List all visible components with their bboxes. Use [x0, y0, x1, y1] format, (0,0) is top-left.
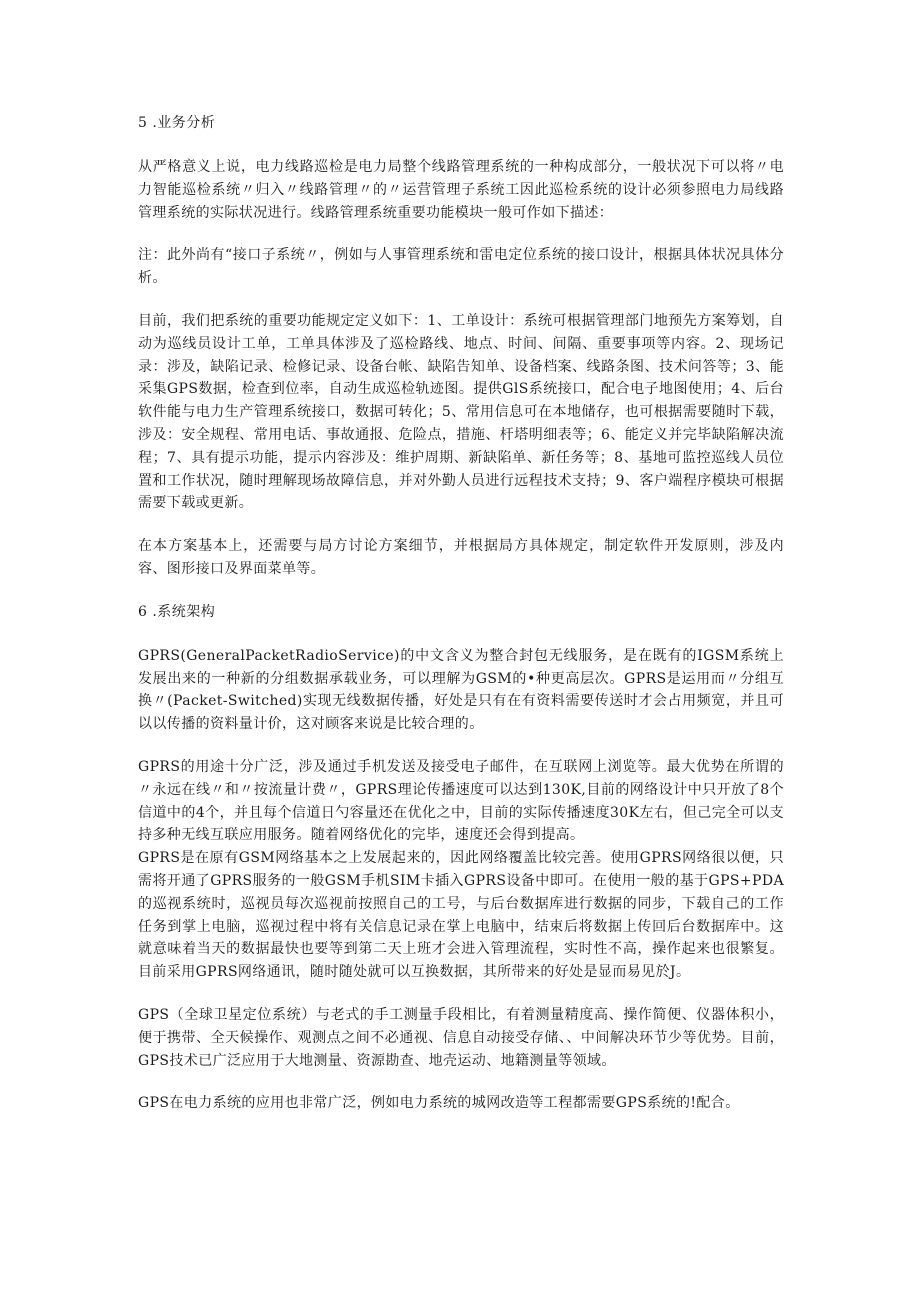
paragraph-line-management-intro: 从严格意义上说，电力线路巡检是电力局整个线路管理系统的一种构成部分，一般状况下可以将〃电力智能巡检系统〃归入〃线路管理〃的〃运营管理子系统工因此巡检系统的设计必须参照电力局线路管理系统的实际状况进行。线路管理系统重要功能模块一般可作如下描述： — [138, 159, 784, 221]
paragraph-discussion-plan: 在本方案基本上，还需要与局方讨论方案细节，并根据局方具体规定，制定软件开发原则，涉及内容、图形接口及界面菜单等。 — [138, 538, 784, 577]
paragraph-gprs-definition: GPRS(GeneralPacketRadioService)的中文含义为整合封包无线服务，是在既有的IGSM系统上发展出来的一种新的分组数据承载业务，可以理解为GSM的•种更高层次。GPRS是运用而〃分组互换〃(Packet-Switched)实现无线数据传播，好处是只有在有资料需要传送时才会占用频宽，并且可以以传播的资料量计价，这对顾客来说是比较合理的。 — [138, 647, 784, 733]
paragraph-interface-note: 注：此外尚有“接口子系统〃，例如与人事管理系统和雷电定位系统的接口设计，根据具体状况具体分析。 — [138, 247, 784, 287]
paragraph-gprs-usage: GPRS的用途十分广泛，涉及通过手机发送及接受电子邮件，在互联网上浏览等。最大优势在所谓的〃永远在线〃和〃按流量计费〃，GPRS理论传播速度可以达到130K,目前的网络设计中只开放了8个信道中的4个，并且每个信道日勺容量还在优化之中，目前的实际传播速度30K左右，但己完全可以支持多种无线互联应用服务。随着网络优化的完毕，速度还会得到提高。 — [138, 758, 784, 844]
section-heading-business-analysis: 5 .业务分析 — [138, 115, 216, 131]
paragraph-gps-advantages: GPS（全球卫星定位系统）与老式的手工测量手段相比，有着测量精度高、操作简便、仪器体积小，便于携带、全天候操作、观测点之间不必通视、信息自动接受存储、、中间解决环节少等优势。目前，GPS技术已广泛应用于大地测量、资源勘查、地壳运动、地籍测量等领域。 — [138, 1006, 784, 1069]
paragraph-function-definitions: 目前，我们把系统的重要功能规定定义如下：1、工单设计：系统可根据管理部门地预先方案筹划，自动为巡线员设计工单，工单具体涉及了巡检路线、地点、时间、间隔、重要事项等内容。2、现场记录：涉及，缺陷记录、检修记录、设备台帐、缺陷告知单、设备档案、线路条图、技术问答等；3、能采集GPS数据，检查到位率，自动生成巡检轨迹图。提供GlS系统接口，配合电子地图使用；4、后台软件能与电力生产管理系统接口，数据可转化；5、常用信息可在本地储存，也可根据需要随时下载，涉及：安全规程、常用电话、事故通报、危险点，措施、杆塔明细表等；6、能定义并完毕缺陷解决流程；7、具有提示功能，提示内容涉及：维护周期、新缺陷单、新任务等；8、基地可监控巡线人员位置和工作状况，随时理解现场故障信息，并对外勤人员进行远程技术支持；9、客户端程序模块可根据需要下载或更新。 — [138, 312, 784, 512]
paragraph-gprs-network: GPRS是在原有GSM网络基本之上发展起来的，因此网络覆盖比较完善。使用GPRS网络很以便，只需将开通了GPRS服务的一般GSM手机SIM卡插入GPRS设备中即可。在使用一般的基于GPS+PDA的巡视系统时，巡视员每次巡视前按照自己的工号，与后台数据库进行数据的同步，下载自己的工作任务到掌上电脑，巡视过程中将有关信息记录在掌上电脑中，结束后将数据上传回后台数据库中。这就意味着当天的数据最快也要等到第二天上班才会进入管理流程，实时性不高，操作起来也很繁复。目前采用GPRS网络通讯，随时随处就可以互换数据，其所带来的好处是显而易见於J。 — [138, 850, 784, 981]
document-page — [138, 112, 784, 1135]
paragraph-gps-power-system: GPS在电力系统的应用也非常广泛，例如电力系统的城网改造等工程都需要GPS系统的!配合。 — [138, 1095, 740, 1112]
section-heading-system-architecture: 6 .系统架构 — [138, 603, 216, 620]
